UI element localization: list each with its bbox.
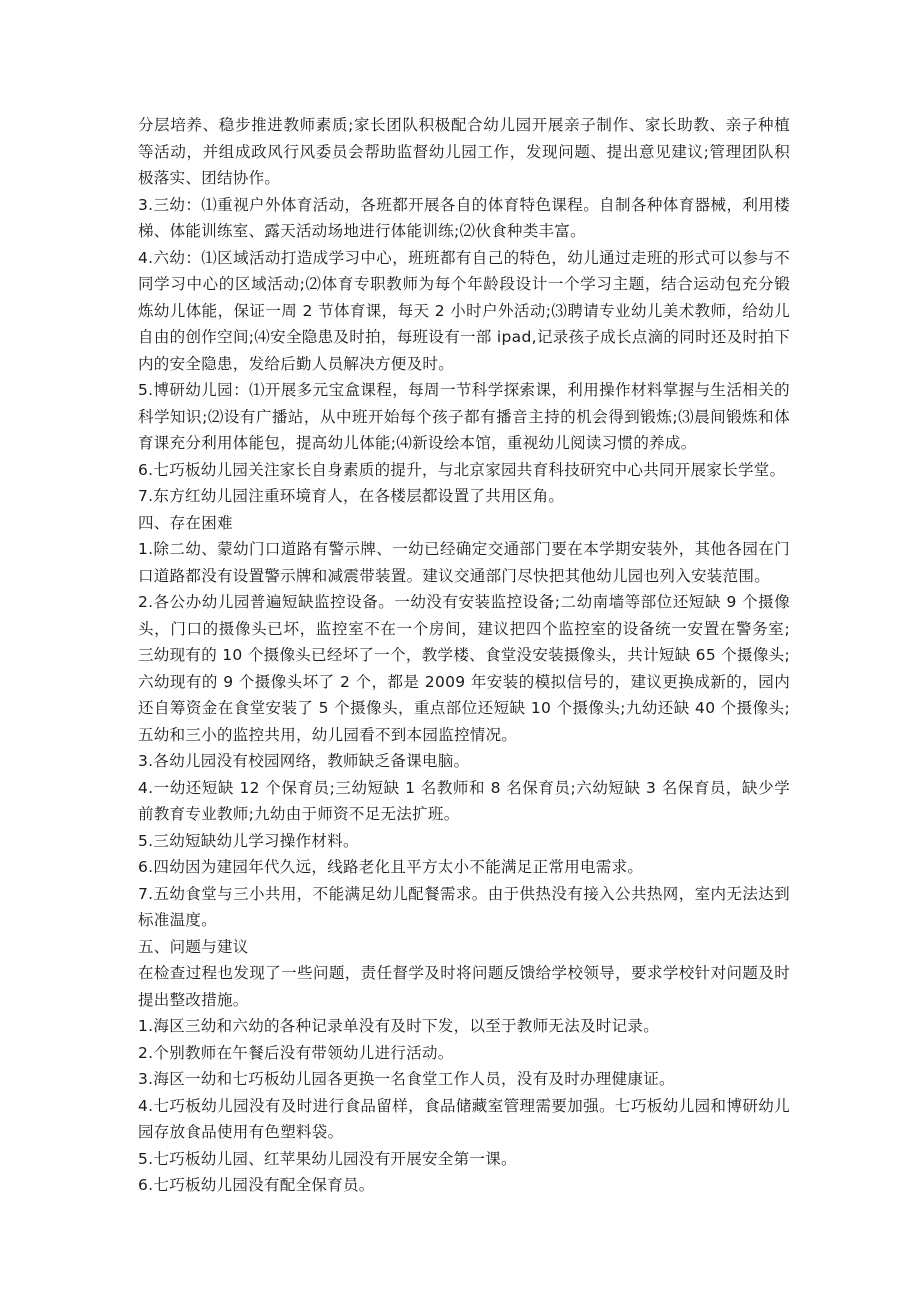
paragraph: 分层培养、稳步推进教师素质;家长团队积极配合幼儿园开展亲子制作、家长助教、亲子种植等活动，并组成政风行风委员会帮助监督幼儿园工作，发现问题、提出意见建议;管理团队积极落实、团结协作。 (138, 116, 790, 187)
paragraph: 3.三幼：⑴重视户外体育活动，各班都开展各自的体育特色课程。自制各种体育器械，利用楼梯、体能训练室、露天活动场地进行体能训练;⑵伙食种类丰富。 (138, 195, 790, 240)
section-heading: 四、存在困难 (138, 513, 233, 532)
section-heading: 五、问题与建议 (138, 937, 249, 956)
paragraph: 5.博研幼儿园：⑴开展多元宝盒课程，每周一节科学探索课，利用操作材料掌握与生活相关的科学知识;⑵设有广播站，从中班开始每个孩子都有播音主持的机会得到锻炼;⑶晨间锻炼和体育课充分利用体能包，提高幼儿体能;⑷新设绘本馆，重视幼儿阅读习惯的养成。 (138, 381, 790, 452)
paragraph: 6.四幼因为建园年代久远，线路老化且平方太小不能满足正常用电需求。 (138, 858, 644, 876)
paragraph: 2.个别教师在午餐后没有带领幼儿进行活动。 (138, 1043, 454, 1062)
paragraph: 3.各幼儿园没有校园网络，教师缺乏备课电脑。 (138, 752, 470, 770)
paragraph: 3.海区一幼和七巧板幼儿园各更换一名食堂工作人员，没有及时办理健康证。 (138, 1070, 675, 1088)
paragraph: 4.七巧板幼儿园没有及时进行食品留样，食品储藏室管理需要加强。七巧板幼儿园和博研幼儿园存放食品使用有色塑料袋。 (138, 1096, 790, 1141)
paragraph: 在检查过程也发现了一些问题，责任督学及时将问题反馈给学校领导，要求学校针对问题及时提出整改措施。 (138, 964, 790, 1009)
paragraph: 7.五幼食堂与三小共用，不能满足幼儿配餐需求。由于供热没有接入公共热网，室内无法达到标准温度。 (138, 884, 790, 929)
paragraph: 1.海区三幼和六幼的各种记录单没有及时下发，以至于教师无法及时记录。 (138, 1017, 659, 1035)
paragraph: 4.一幼还短缺 12 个保育员;三幼短缺 1 名教师和 8 名保育员;六幼短缺 3 名保育员，缺少学前教育专业教师;九幼由于师资不足无法扩班。 (138, 778, 790, 823)
paragraph: 1.除二幼、蒙幼门口道路有警示牌、一幼已经确定交通部门要在本学期安装外，其他各园在门口道路都没有设置警示牌和减震带装置。建议交通部门尽快把其他幼儿园也列入安装范围。 (138, 540, 790, 585)
paragraph: 7.东方红幼儿园注重环境育人，在各楼层都设置了共用区角。 (138, 487, 565, 505)
paragraph: 4.六幼：⑴区域活动打造成学习中心，班班都有自己的特色，幼儿通过走班的形式可以参与不同学习中心的区域活动;⑵体育专职教师为每个年龄段设计一个学习主题，结合运动包充分锻炼幼儿体能，保证一周 2 节体育课，每天 2 小时户外活动;⑶聘请专业幼儿美术教师，给幼儿自由的创作空间;⑷安全隐患及时拍，每班设有一部 ipad,记录孩子成长点滴的同时还及时拍下内的安全隐患，发给后勤人员解决方便及时。 (138, 248, 790, 373)
paragraph: 2.各公办幼儿园普遍短缺监控设备。一幼没有安装监控设备;二幼南墙等部位还短缺 9 个摄像头，门口的摄像头已坏，监控室不在一个房间，建议把四个监控室的设备统一安置在警务室;三幼现有的 10 个摄像头已经坏了一个，教学楼、食堂没安装摄像头，共计短缺 65 个摄像头;六幼现有的 9 个摄像头坏了 2 个，都是 2009 年安装的模拟信号的，建议更换成新的，园内还自筹资金在食堂安装了 5 个摄像头，重点部位还短缺 10 个摄像头;九幼还缺 40 个摄像头;五幼和三小的监控共用，幼儿园看不到本园监控情况。 (138, 593, 790, 744)
paragraph: 6.七巧板幼儿园关注家长自身素质的提升，与北京家园共育科技研究中心共同开展家长学堂。 (138, 460, 786, 479)
paragraph: 6.七巧板幼儿园没有配全保育员。 (138, 1176, 375, 1194)
paragraph: 5.七巧板幼儿园、红苹果幼儿园没有开展安全第一课。 (138, 1149, 517, 1168)
paragraph: 5.三幼短缺幼儿学习操作材料。 (138, 831, 359, 850)
document-body (138, 112, 790, 1199)
